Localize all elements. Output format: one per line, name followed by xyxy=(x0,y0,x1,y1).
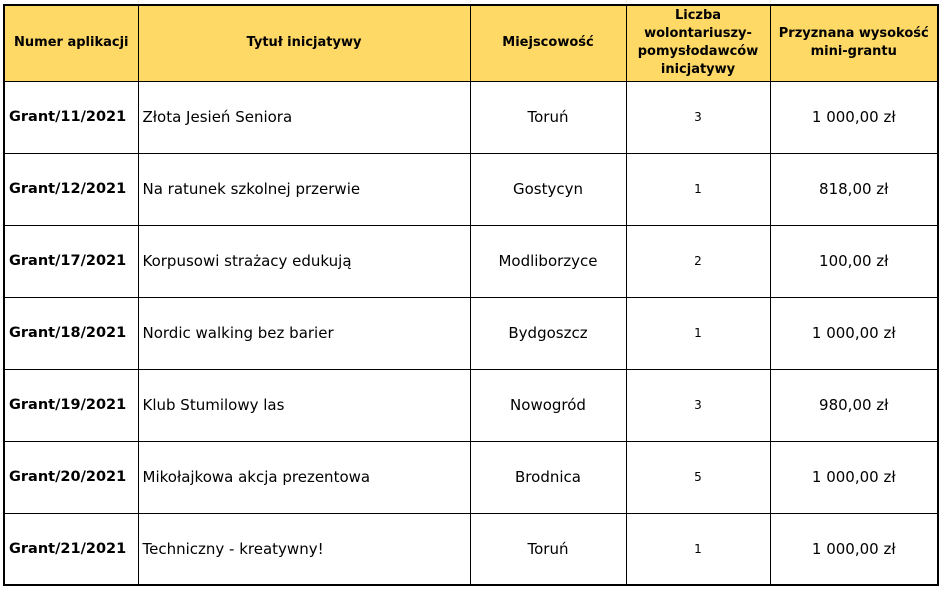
header-grant-amount: Przyznana wysokość mini-grantu xyxy=(770,5,938,81)
city-cell: Bydgoszcz xyxy=(470,297,626,369)
title-cell: Na ratunek szkolnej przerwie xyxy=(138,153,470,225)
app-number-cell: Grant/18/2021 xyxy=(4,297,138,369)
volunteers-cell: 5 xyxy=(626,441,770,513)
title-cell: Techniczny - kreatywny! xyxy=(138,513,470,585)
app-number-cell: Grant/21/2021 xyxy=(4,513,138,585)
volunteers-cell: 1 xyxy=(626,153,770,225)
title-cell: Nordic walking bez barier xyxy=(138,297,470,369)
grant-amount-cell: 1 000,00 zł xyxy=(770,441,938,513)
city-cell: Toruń xyxy=(470,513,626,585)
table-row xyxy=(4,441,938,513)
title-cell: Klub Stumilowy las xyxy=(138,369,470,441)
grant-amount-cell: 1 000,00 zł xyxy=(770,81,938,153)
app-number-cell: Grant/20/2021 xyxy=(4,441,138,513)
header-city: Miejscowość xyxy=(470,5,626,81)
city-cell: Gostycyn xyxy=(470,153,626,225)
city-cell: Brodnica xyxy=(470,441,626,513)
city-cell: Modliborzyce xyxy=(470,225,626,297)
table-row xyxy=(4,81,938,153)
title-cell: Korpusowi strażacy edukują xyxy=(138,225,470,297)
app-number-cell: Grant/11/2021 xyxy=(4,81,138,153)
header-title: Tytuł inicjatywy xyxy=(138,5,470,81)
table-row xyxy=(4,153,938,225)
table-row xyxy=(4,297,938,369)
header-row xyxy=(4,5,938,81)
grant-amount-cell: 818,00 zł xyxy=(770,153,938,225)
grants-table xyxy=(3,4,939,586)
header-volunteers: Liczba wolontariuszy-pomysłodawców inicjatywy xyxy=(626,5,770,81)
app-number-cell: Grant/12/2021 xyxy=(4,153,138,225)
table-row xyxy=(4,513,938,585)
volunteers-cell: 2 xyxy=(626,225,770,297)
volunteers-cell: 3 xyxy=(626,81,770,153)
header-app-number: Numer aplikacji xyxy=(4,5,138,81)
grant-amount-cell: 1 000,00 zł xyxy=(770,513,938,585)
title-cell: Złota Jesień Seniora xyxy=(138,81,470,153)
city-cell: Toruń xyxy=(470,81,626,153)
volunteers-cell: 1 xyxy=(626,297,770,369)
grant-amount-cell: 980,00 zł xyxy=(770,369,938,441)
volunteers-cell: 3 xyxy=(626,369,770,441)
table-row xyxy=(4,369,938,441)
city-cell: Nowogród xyxy=(470,369,626,441)
grant-amount-cell: 100,00 zł xyxy=(770,225,938,297)
grant-amount-cell: 1 000,00 zł xyxy=(770,297,938,369)
table-row xyxy=(4,225,938,297)
app-number-cell: Grant/19/2021 xyxy=(4,369,138,441)
title-cell: Mikołajkowa akcja prezentowa xyxy=(138,441,470,513)
volunteers-cell: 1 xyxy=(626,513,770,585)
app-number-cell: Grant/17/2021 xyxy=(4,225,138,297)
